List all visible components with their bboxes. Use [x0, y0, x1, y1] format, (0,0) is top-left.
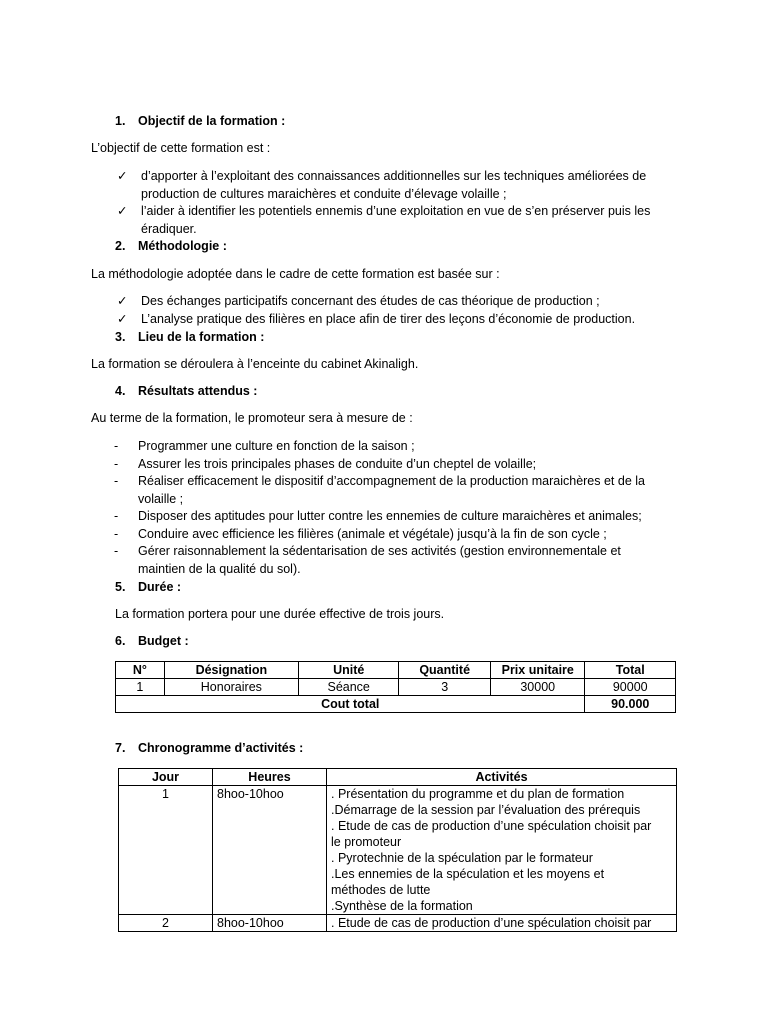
table-header-row — [116, 662, 676, 679]
list-item-text: Des échanges participatifs concernant des études de cas théorique de production ; — [141, 294, 600, 308]
activity-line: le promoteur — [331, 835, 402, 849]
heures-cell: 8hoo-10hoo — [213, 915, 327, 932]
list-item-text: Assurer les trois principales phases de conduite d’un cheptel de volaille; — [138, 457, 537, 471]
header-cell: Activités — [327, 769, 677, 786]
section-2-number: 2. — [115, 239, 126, 253]
dash-bullet: - — [114, 457, 119, 471]
header-cell: Unité — [299, 662, 399, 679]
list-item-text: d’apporter à l’exploitant des connaissances additionnelles sur les techniques améliorées de — [141, 169, 647, 183]
header-cell: Prix unitaire — [490, 662, 585, 679]
table-cell: Honoraires — [164, 679, 298, 696]
total-value: 90.000 — [585, 696, 676, 713]
activity-line: .Démarrage de la session par l’évaluation des prérequis — [331, 803, 641, 817]
table-total-row — [116, 696, 676, 713]
table-row — [119, 915, 677, 932]
table-cell: Séance — [299, 679, 399, 696]
header-cell: N° — [116, 662, 165, 679]
jour-cell: 1 — [119, 786, 213, 915]
section-4-intro: Au terme de la formation, le promoteur sera à mesure de : — [91, 411, 413, 425]
section-1-number: 1. — [115, 114, 126, 128]
activity-line: .Les ennemies de la spéculation et les moyens et — [331, 867, 605, 881]
table-header-row — [119, 769, 677, 786]
section-4-title: Résultats attendus : — [138, 384, 258, 398]
section-3-number: 3. — [115, 330, 126, 344]
section-6-title: Budget : — [138, 634, 189, 648]
list-item — [114, 543, 698, 578]
list-item — [114, 438, 698, 456]
list-item-text: Programmer une culture en fonction de la saison ; — [138, 439, 415, 453]
list-item — [117, 311, 701, 329]
check-icon: ✓ — [117, 312, 128, 326]
budget-table — [115, 661, 676, 713]
jour-cell: 2 — [119, 915, 213, 932]
activity-line: .Synthèse de la formation — [331, 899, 473, 913]
section-7-number: 7. — [115, 741, 126, 755]
list-item — [114, 456, 698, 474]
activity-line: . Etude de cas de production d’une spéculation choisit par — [331, 819, 652, 833]
table-cell: 90000 — [585, 679, 676, 696]
check-icon: ✓ — [117, 294, 128, 308]
total-label: Cout total — [116, 696, 585, 713]
list-item — [117, 203, 701, 238]
table-cell: 1 — [116, 679, 165, 696]
dash-bullet: - — [114, 474, 119, 488]
check-icon: ✓ — [117, 204, 128, 218]
list-item — [117, 168, 701, 203]
section-7-title: Chronogramme d’activités : — [138, 741, 304, 755]
dash-bullet: - — [114, 509, 119, 523]
list-item-text: Disposer des aptitudes pour lutter contre les ennemies de culture maraichères et animales; — [138, 509, 642, 523]
section-6-number: 6. — [115, 634, 126, 648]
section-3-title: Lieu de la formation : — [138, 330, 265, 344]
header-cell: Total — [585, 662, 676, 679]
section-4-number: 4. — [115, 384, 126, 398]
table-row — [119, 786, 677, 915]
list-item-text: Conduire avec efficience les filières (animale et végétale) jusqu’à la fin de son cycle ; — [138, 527, 607, 541]
activity-line: . Pyrotechnie de la spéculation par le formateur — [331, 851, 593, 865]
list-item-text: Réaliser efficacement le dispositif d’accompagnement de la production maraichères et de la — [138, 474, 645, 488]
section-5-text: La formation portera pour une durée effective de trois jours. — [115, 607, 445, 621]
list-item-text: L’analyse pratique des filières en place afin de tirer des leçons d’économie de production. — [141, 312, 636, 326]
list-item-text: Gérer raisonnablement la sédentarisation de ses activités (gestion environnementale et — [138, 544, 621, 558]
section-3-text: La formation se déroulera à l’enceinte du cabinet Akinaligh. — [91, 357, 419, 371]
list-item — [117, 293, 701, 311]
activites-cell — [327, 915, 677, 932]
schedule-table — [118, 768, 677, 932]
section-2-intro: La méthodologie adoptée dans le cadre de cette formation est basée sur : — [91, 267, 500, 281]
dash-bullet: - — [114, 527, 119, 541]
section-1-title: Objectif de la formation : — [138, 114, 286, 128]
dash-bullet: - — [114, 439, 119, 453]
section-5-title: Durée : — [138, 580, 182, 594]
list-item-text: l’aider à identifier les potentiels ennemis d’une exploitation en vue de s’en préserver puis les — [141, 204, 651, 218]
list-item-text-cont: production de cultures maraichères et conduite d’élevage volaille ; — [141, 186, 507, 201]
list-item — [114, 473, 698, 508]
activites-cell — [327, 786, 677, 915]
activity-line: . Etude de cas de production d’une spéculation choisit par — [331, 916, 652, 930]
list-item-text-cont: éradiquer. — [141, 221, 197, 236]
activity-line: . Présentation du programme et du plan de formation — [331, 787, 625, 801]
header-cell: Quantité — [399, 662, 491, 679]
list-item-text-cont: maintien de la qualité du sol). — [138, 561, 301, 576]
section-5-number: 5. — [115, 580, 126, 594]
section-1-intro: L’objectif de cette formation est : — [91, 141, 271, 155]
section-2-title: Méthodologie : — [138, 239, 227, 253]
list-item-text-cont: volaille ; — [138, 491, 184, 506]
header-cell: Heures — [213, 769, 327, 786]
header-cell: Jour — [119, 769, 213, 786]
header-cell: Désignation — [164, 662, 298, 679]
list-item — [114, 526, 698, 544]
table-cell: 3 — [399, 679, 491, 696]
activity-line: méthodes de lutte — [331, 883, 431, 897]
table-cell: 30000 — [490, 679, 585, 696]
list-item — [114, 508, 698, 526]
check-icon: ✓ — [117, 169, 128, 183]
dash-bullet: - — [114, 544, 119, 558]
heures-cell: 8hoo-10hoo — [213, 786, 327, 915]
table-row — [116, 679, 676, 696]
